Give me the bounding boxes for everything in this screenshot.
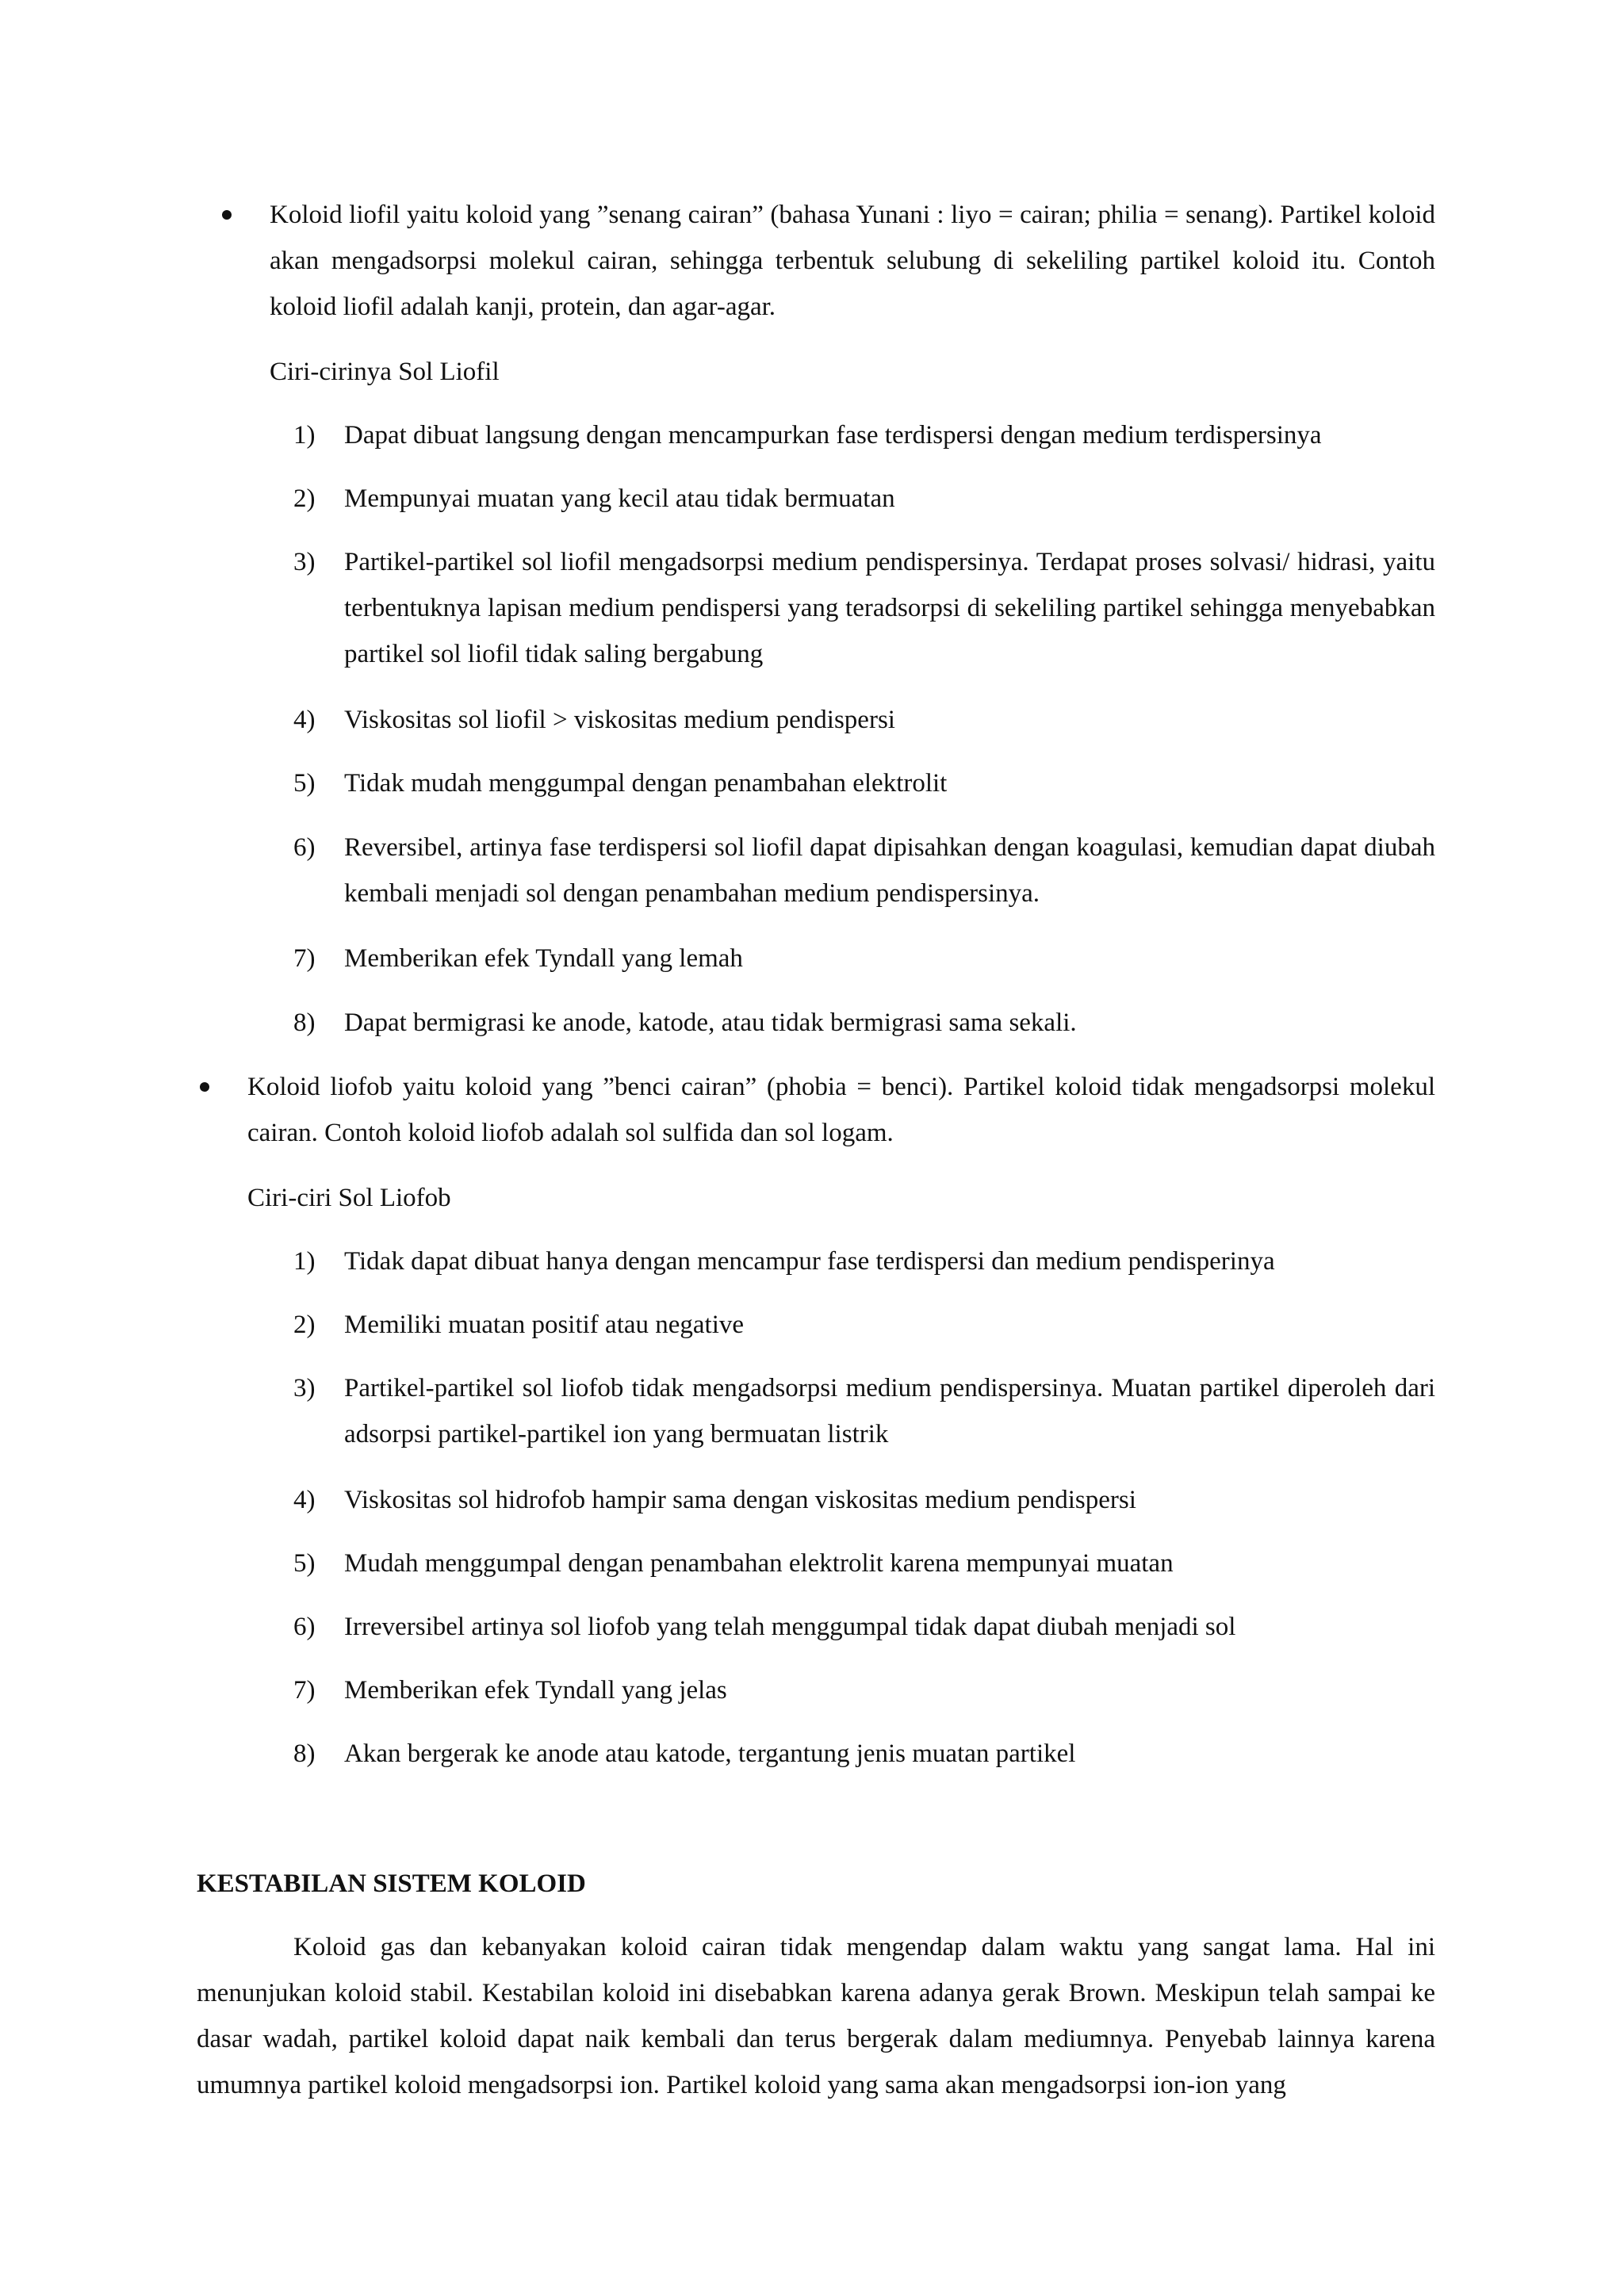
list-number: 8) (293, 1008, 316, 1037)
list-text: Mudah menggumpal dengan penambahan elektrolit karena mempunyai muatan (344, 1549, 1174, 1578)
list-item (293, 1365, 1435, 1457)
list-text: Tidak dapat dibuat hanya dengan mencampur fase terdispersi dan medium pendisperinya (344, 1247, 1275, 1276)
list-item (293, 760, 1435, 806)
liofob-subtitle: Ciri-ciri Sol Liofob (247, 1184, 451, 1212)
list-text: Viskositas sol liofil > viskositas medium pendispersi (344, 706, 895, 734)
list-text: Tidak mudah menggumpal dengan penambahan elektrolit (344, 769, 948, 798)
list-number: 1) (293, 1247, 316, 1276)
bullet-icon (222, 210, 232, 220)
list-text: Memberikan efek Tyndall yang jelas (344, 1676, 727, 1705)
list-item (293, 1000, 1435, 1046)
list-text: Memberikan efek Tyndall yang lemah (344, 944, 743, 973)
list-item (293, 1302, 1435, 1348)
list-text: Dapat bermigrasi ke anode, katode, atau tidak bermigrasi sama sekali. (344, 1008, 1077, 1037)
list-item (293, 1540, 1435, 1586)
list-number: 4) (293, 706, 316, 734)
liofil-intro: Koloid liofil yaitu koloid yang ”senang cairan” (bahasa Yunani : liyo = cairan; philia = senang). Partikel koloid akan mengadsorpsi molekul cairan, sehingga terbentuk selubung di sekeliling partikel koloid itu. Contoh koloid liofil adalah kanji, protein, dan agar-agar. (270, 201, 1435, 321)
list-number: 4) (293, 1486, 316, 1514)
list-number: 3) (293, 548, 316, 576)
list-number: 5) (293, 769, 316, 798)
list-number: 1) (293, 421, 316, 450)
list-item (293, 1238, 1435, 1284)
list-text: Partikel-partikel sol liofil mengadsorpsi medium pendispersinya. Terdapat proses solvasi/ hidrasi, yaitu terbentuknya lapisan medium pendispersi yang teradsorpsi di sekeliling partikel sehingga menyebabkan partikel sol liofil tidak saling bergabung (344, 548, 1435, 668)
list-text: Partikel-partikel sol liofob tidak mengadsorpsi medium pendispersinya. Muatan partikel diperoleh dari adsorpsi partikel-partikel ion yang bermuatan listrik (344, 1374, 1435, 1448)
list-text: Akan bergerak ke anode atau katode, tergantung jenis muatan partikel (344, 1739, 1076, 1768)
list-item (293, 1731, 1435, 1777)
list-number: 2) (293, 1311, 316, 1339)
list-text: Memiliki muatan positif atau negative (344, 1311, 745, 1339)
list-item (293, 412, 1435, 458)
list-number: 8) (293, 1739, 316, 1768)
list-item (293, 539, 1435, 677)
list-item (293, 476, 1435, 522)
list-number: 7) (293, 1676, 316, 1705)
list-item (293, 825, 1435, 916)
list-item (293, 1477, 1435, 1523)
stability-paragraph: Koloid gas dan kebanyakan koloid cairan tidak mengendap dalam waktu yang sangat lama. Hal ini menunjukan koloid stabil. Kestabilan koloid ini disebabkan karena adanya gerak Brown. Meskipun telah sampai ke dasar wadah, partikel koloid dapat naik kembali dan terus bergerak dalam mediumnya. Penyebab lainnya karena umumnya partikel koloid mengadsorpsi ion. Partikel koloid yang sama akan mengadsorpsi ion-ion yang (197, 1933, 1435, 2099)
section-heading: KESTABILAN SISTEM KOLOID (197, 1869, 586, 1898)
list-text: Mempunyai muatan yang kecil atau tidak bermuatan (344, 484, 895, 513)
list-item (293, 936, 1435, 982)
liofob-intro: Koloid liofob yaitu koloid yang ”benci cairan” (phobia = benci). Partikel koloid tidak mengadsorpsi molekul cairan. Contoh koloid liofob adalah sol sulfida dan sol logam. (247, 1073, 1435, 1147)
list-text: Viskositas sol hidrofob hampir sama dengan viskositas medium pendispersi (344, 1486, 1136, 1514)
list-number: 2) (293, 484, 316, 513)
list-number: 3) (293, 1374, 316, 1402)
list-number: 7) (293, 944, 316, 973)
liofil-subtitle: Ciri-cirinya Sol Liofil (270, 358, 500, 386)
list-number: 5) (293, 1549, 316, 1578)
list-text: Dapat dibuat langsung dengan mencampurkan fase terdispersi dengan medium terdispersinya (344, 421, 1322, 450)
list-number: 6) (293, 833, 316, 862)
bullet-icon (200, 1082, 209, 1092)
list-text: Reversibel, artinya fase terdispersi sol liofil dapat dipisahkan dengan koagulasi, kemudian dapat diubah kembali menjadi sol dengan penambahan medium pendispersinya. (344, 833, 1435, 908)
list-item (293, 1667, 1435, 1713)
list-item (293, 697, 1435, 743)
list-text: Irreversibel artinya sol liofob yang telah menggumpal tidak dapat diubah menjadi sol (344, 1613, 1236, 1641)
list-number: 6) (293, 1613, 316, 1641)
list-item (293, 1604, 1435, 1650)
